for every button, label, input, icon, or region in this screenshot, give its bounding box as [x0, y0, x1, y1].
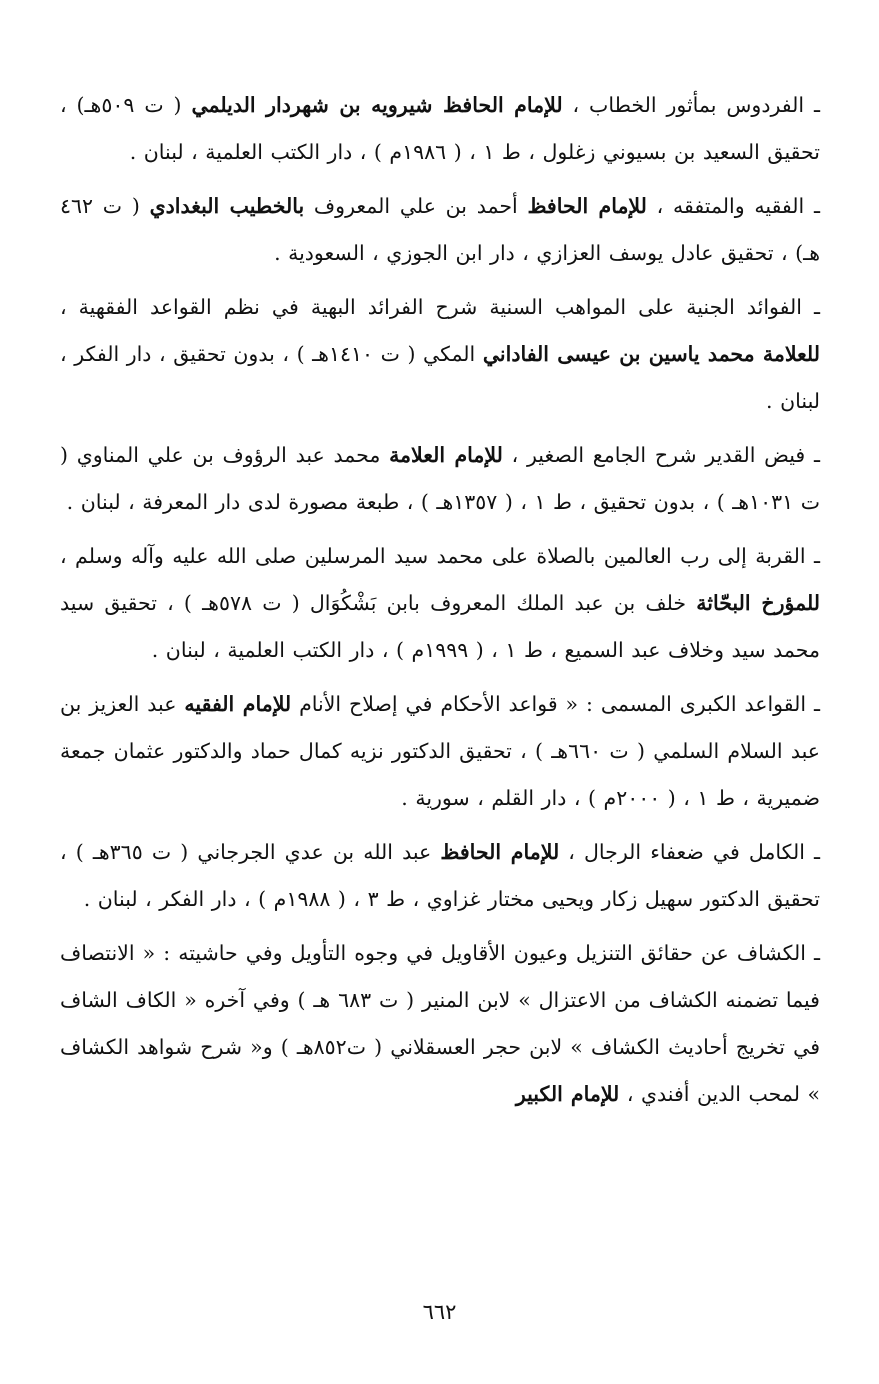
entry-text: محمد عبد الرؤوف بن علي المناوي ( ت ١٠٣١هـ ) ، بدون تحقيق ، ط ١ ، ( ١٣٥٧هـ ) ، طبعة مصورة لدى دار المعرفة ، لبنان . — [60, 443, 820, 514]
author-title: للإمام الحافظ شيرويه بن شهردار الديلمي — [191, 93, 563, 117]
author-title: للإمام العلامة — [389, 443, 503, 467]
entry-text: أحمد بن علي المعروف — [304, 194, 528, 218]
entry-text: خلف بن عبد الملك المعروف بابن بَشْكُوَال ( ت ٥٧٨هـ ) ، تحقيق سيد محمد سيد وخلاف عبد السميع ، ط ١ ، ( ١٩٩٩م ) ، دار الكتب العلمية ، لبنان . — [60, 591, 820, 662]
entry-text: عبد العزيز بن عبد السلام السلمي ( ت ٦٦٠هـ ) ، تحقيق الدكتور نزيه كمال حماد والدكتور عثمان جمعة ضميرية ، ط ١ ، ( ٢٠٠٠م ) ، دار القلم ، سورية . — [60, 692, 820, 810]
entry-text: ( ت ٤٦٢ هـ) ، تحقيق عادل يوسف العزازي ، دار ابن الجوزي ، السعودية . — [60, 194, 820, 265]
author-title: للإمام الحافظ — [440, 840, 560, 864]
page-number: ٦٦٢ — [422, 1300, 457, 1324]
entry-text: عبد الله بن عدي الجرجاني ( ت ٣٦٥هـ ) ، تحقيق الدكتور سهيل زكار ويحيى مختار غزاوي ، ط ٣ ، ( ١٩٨٨م ) ، دار الفكر ، لبنان . — [60, 840, 820, 911]
bibliography-entry-faqih — [60, 183, 820, 277]
bibliography-page — [60, 82, 820, 1125]
bibliography-entry-kamil — [60, 829, 820, 923]
entry-text: ـ الفردوس بمأثور الخطاب ، — [562, 93, 821, 117]
entry-text: ـ القربة إلى رب العالمين بالصلاة على محمد سيد المرسلين صلى الله عليه وآله وسلم ، — [60, 544, 820, 568]
entry-text: ( ت ٥٠٩هـ) ، تحقيق السعيد بن بسيوني زغلول ، ط ١ ، ( ١٩٨٦م ) ، دار الكتب العلمية ، لبنان . — [60, 93, 820, 164]
bibliography-entry-fawaid — [60, 284, 820, 425]
bibliography-entry-qurba — [60, 533, 820, 674]
author-name: بالخطيب البغدادي — [149, 194, 305, 218]
author-title: للمؤرخ البحّاثة — [696, 591, 820, 615]
entry-text: ـ القواعد الكبرى المسمى : « قواعد الأحكام في إصلاح الأنام — [291, 692, 820, 716]
author-title: للإمام الفقيه — [184, 692, 292, 716]
bibliography-entry-kashshaf — [60, 930, 820, 1118]
entry-text: ـ فيض القدير شرح الجامع الصغير ، — [502, 443, 820, 467]
bibliography-entry-faydh — [60, 432, 820, 526]
bibliography-entry-qawaid — [60, 681, 820, 822]
bibliography-entry-firdaws — [60, 82, 820, 176]
entry-text: المكي ( ت ١٤١٠هـ ) ، بدون تحقيق ، دار الفكر ، لبنان . — [60, 342, 820, 413]
author-title: للعلامة محمد ياسين بن عيسى الفاداني — [482, 342, 820, 366]
entry-text: ـ الكامل في ضعفاء الرجال ، — [559, 840, 821, 864]
author-title: للإمام الحافظ — [527, 194, 647, 218]
entry-text: ـ الفوائد الجنية على المواهب السنية شرح الفرائد البهية في نظم القواعد الفقهية ، — [60, 295, 820, 319]
entry-text: ـ الكشاف عن حقائق التنزيل وعيون الأقاويل في وجوه التأويل وفي حاشيته : « الانتصاف فيما تضمنه الكشاف من الاعتزال » لابن المنير ( ت ٦٨٣ هـ ) وفي آخره « الكاف الشاف في تخريج أحاديث الكشاف » لابن حجر العسقلاني ( ت٨٥٢هـ ) و« شرح شواهد الكشاف » لمحب الدين أفندي ، — [60, 941, 820, 1106]
author-title: للإمام الكبير — [515, 1082, 620, 1106]
entry-text: ـ الفقيه والمتفقه ، — [646, 194, 821, 218]
